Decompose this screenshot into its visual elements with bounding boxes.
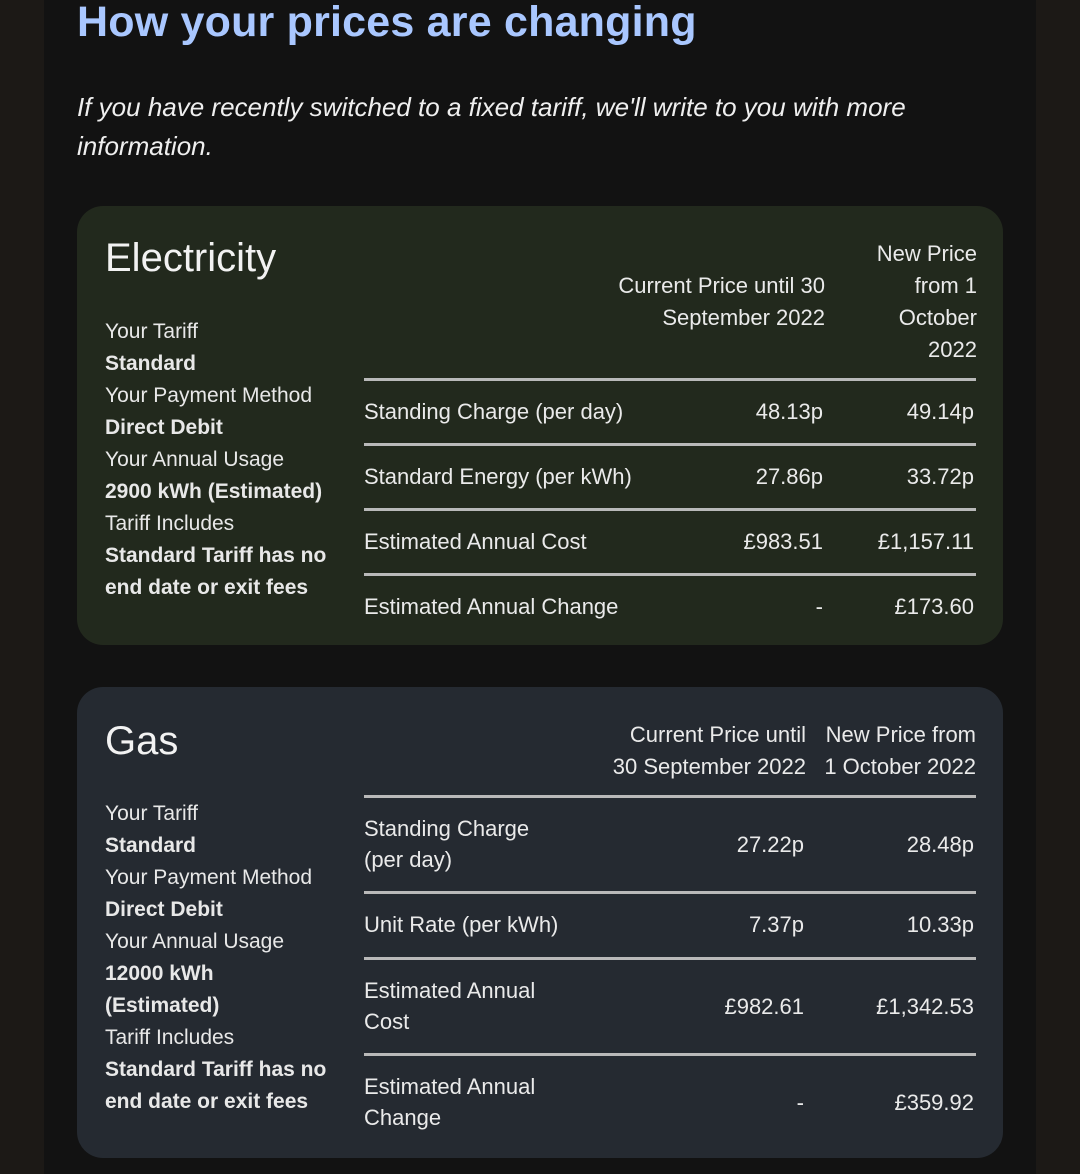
table-row <box>364 573 976 638</box>
row-label: Estimated Annual Change <box>364 594 619 619</box>
table-row <box>364 508 976 573</box>
row-label: Standard Energy (per kWh) <box>364 464 632 489</box>
current-price-header <box>577 719 806 783</box>
tariff-label: Your Tariff <box>105 802 199 825</box>
new-price: £173.60 <box>894 594 974 619</box>
current-price: £982.61 <box>724 994 804 1019</box>
current-price: 27.22p <box>736 832 804 857</box>
current-price: 27.86p <box>755 464 823 489</box>
payment-method-label: Your Payment Method <box>105 866 313 889</box>
table-row <box>364 443 976 508</box>
new-price: 49.14p <box>906 399 974 424</box>
table-row <box>364 795 976 891</box>
table-row <box>364 378 976 443</box>
intro-text: If you have recently switched to a fixed tariff, we'll write to you with more information. <box>77 92 906 161</box>
new-price-header-line1: New Price from <box>825 722 976 747</box>
electricity-card <box>77 206 1003 645</box>
annual-usage-value: 2900 kWh (Estimated) <box>105 480 323 503</box>
row-label: Estimated Annual Cost <box>364 529 587 554</box>
current-price: £983.51 <box>743 529 823 554</box>
row-label: Estimated Annual Cost <box>364 978 536 1034</box>
tariff-label: Your Tariff <box>105 320 199 343</box>
new-price-header <box>806 719 976 783</box>
table-row <box>364 891 976 957</box>
table-row <box>364 1053 976 1149</box>
new-price: 28.48p <box>906 832 974 857</box>
current-price-header: Current Price until 30 September 2022 <box>618 273 825 330</box>
tariff-includes-label: Tariff Includes <box>105 1026 235 1049</box>
current-price: 48.13p <box>755 399 823 424</box>
row-label: Standing Charge (per day) <box>364 816 530 872</box>
current-price: - <box>815 594 823 619</box>
tariff-includes-value: Standard Tariff has no end date or exit fees <box>105 1058 327 1113</box>
current-price-header-line1: Current Price until <box>629 722 806 747</box>
table-row <box>364 957 976 1053</box>
new-price-header-line2: 1 October 2022 <box>824 754 976 779</box>
annual-usage-value: 12000 kWh (Estimated) <box>105 962 220 1017</box>
payment-method-value: Direct Debit <box>105 416 223 439</box>
new-price: 10.33p <box>906 912 974 937</box>
email-body <box>44 0 1036 1174</box>
tariff-includes-label: Tariff Includes <box>105 512 235 535</box>
gas-card <box>77 687 1003 1158</box>
row-label: Unit Rate (per kWh) <box>364 912 559 937</box>
gas-info <box>105 798 335 1118</box>
row-label: Standing Charge (per day) <box>364 399 624 424</box>
new-price: £1,157.11 <box>877 529 974 554</box>
payment-method-label: Your Payment Method <box>105 384 313 407</box>
annual-usage-label: Your Annual Usage <box>105 448 285 471</box>
new-price: £1,342.53 <box>876 994 974 1019</box>
page-title: How your prices are changing <box>77 0 697 46</box>
tariff-value: Standard <box>105 834 197 857</box>
row-label: Estimated Annual Change <box>364 1074 536 1130</box>
new-price: 33.72p <box>906 464 974 489</box>
tariff-includes-value: Standard Tariff has no end date or exit fees <box>105 544 327 599</box>
current-price: - <box>796 1090 804 1115</box>
gas-title: Gas <box>105 719 179 763</box>
tariff-value: Standard <box>105 352 197 375</box>
new-price-header: New Price from 1 October 2022 <box>876 241 977 362</box>
electricity-info <box>105 316 335 604</box>
payment-method-value: Direct Debit <box>105 898 223 921</box>
annual-usage-label: Your Annual Usage <box>105 930 285 953</box>
current-price-header-line2: 30 September 2022 <box>612 754 806 779</box>
electricity-title: Electricity <box>105 236 277 280</box>
current-price: 7.37p <box>748 912 804 937</box>
new-price: £359.92 <box>894 1090 974 1115</box>
